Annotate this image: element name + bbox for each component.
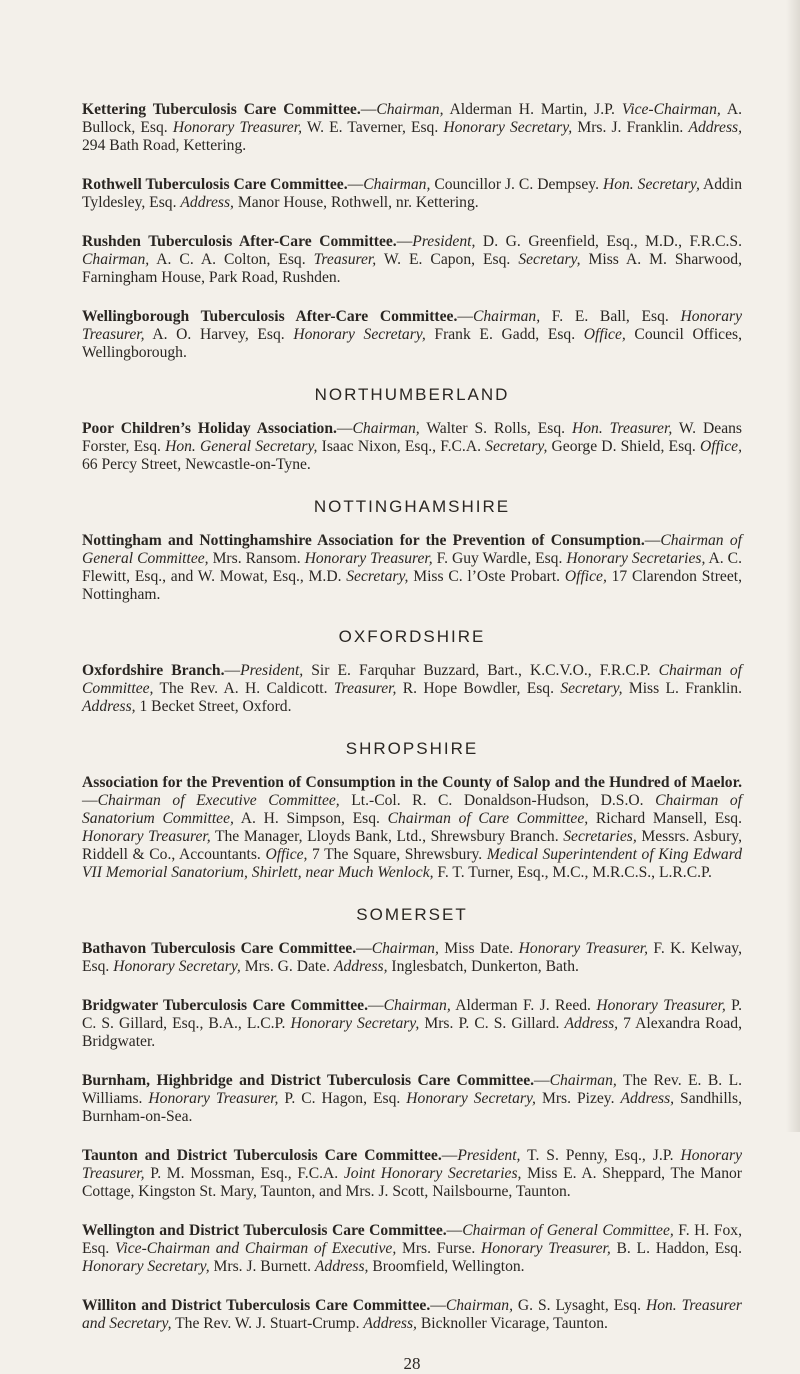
office-title: Chairman, <box>352 420 420 437</box>
entry-text: A. Bullock, Esq. <box>82 101 742 136</box>
entry-text: Mrs. Pizey. <box>535 1090 621 1107</box>
entry-text: P. M. Mossman, Esq., F.C.A. <box>144 1165 344 1182</box>
county-heading: NOTTINGHAMSHIRE <box>313 497 511 516</box>
office-title: Hon. General Secretary, <box>165 438 318 455</box>
committee-name: Association for the Prevention of Consumption in the County of Salop and the Hundred of Maelor. <box>82 774 742 791</box>
entry-text: 7 The Square, Shrewsbury. <box>307 846 487 863</box>
entry-text: Manor House, Rothwell, nr. Kettering. <box>233 194 479 211</box>
entry-text: The Manager, Lloyds Bank, Ltd., Shrewsbury Branch. <box>210 828 564 845</box>
county-heading: NORTHUMBERLAND <box>314 385 510 404</box>
entry-text: — <box>534 1072 550 1089</box>
committee-name: Wellingborough Tuberculosis After-Care Committee. <box>82 308 458 325</box>
entry-text: The Rev. E. B. L. Williams. <box>82 1072 742 1107</box>
entry-text: F. H. Fox, Esq. <box>82 1222 742 1257</box>
office-title: Honorary Secretary, <box>290 1015 420 1032</box>
committee-entry <box>82 662 742 716</box>
committee-name: Williton and District Tuberculosis Care Committee. <box>82 1297 431 1314</box>
entry-text: 7 Alexandra Road, Bridgwater. <box>82 1015 742 1050</box>
office-title: Address, <box>82 698 136 715</box>
entry-text: Mrs. J. Franklin. <box>572 119 689 136</box>
entry-text: Addin Tyldesley, Esq. <box>82 176 742 211</box>
entry-text: Richard Mansell, Esq. <box>588 810 742 827</box>
entry-text: Inglesbatch, Dunkerton, Bath. <box>387 958 579 975</box>
entry-text: W. E. Taverner, Esq. <box>301 119 444 136</box>
office-title: Honorary Treasurer, <box>518 940 649 957</box>
office-title: Honorary Treasurer, <box>304 550 433 567</box>
office-title: Treasurer, <box>333 680 397 697</box>
office-title: Chairman of General Committee, <box>462 1222 674 1239</box>
entry-text: Mrs. P. C. S. Gillard. <box>419 1015 565 1032</box>
committee-name: Taunton and District Tuberculosis Care Committee. <box>82 1147 442 1164</box>
entry-text: T. S. Penny, Esq., J.P. <box>520 1147 681 1164</box>
entry-text: G. S. Lysaght, Esq. <box>512 1297 646 1314</box>
entry-text: — <box>457 308 473 325</box>
committee-name: Oxfordshire Branch. <box>82 662 225 679</box>
entry-text: A. C. A. Colton, Esq. <box>149 251 314 268</box>
entry-text: Mrs. J. Burnett. <box>209 1258 315 1275</box>
office-title: Honorary Treasurer, <box>596 997 726 1014</box>
office-title: Honorary Treasurer, <box>82 1147 743 1182</box>
entry-text: 294 Bath Road, Kettering. <box>82 137 247 154</box>
entry-text: Miss Date. <box>438 940 519 957</box>
committee-name: Bathavon Tuberculosis Care Committee. <box>82 940 357 957</box>
committee-entry <box>82 101 742 155</box>
office-title: Chairman, <box>371 940 439 957</box>
county-heading: OXFORDSHIRE <box>338 627 486 646</box>
entry-text: D. G. Greenfield, Esq., M.D., F.R.C.S. <box>475 233 743 250</box>
entry-text: W. Deans Forster, Esq. <box>82 420 742 455</box>
office-title: President, <box>457 1147 521 1164</box>
entry-text: 1 Becket Street, Oxford. <box>135 698 292 715</box>
office-title: Vice-Chairman, <box>621 101 721 118</box>
office-title: Address, <box>180 194 234 211</box>
office-title: Secretary, <box>518 251 581 268</box>
office-title: Address, <box>363 1315 417 1332</box>
office-title: President, <box>412 233 476 250</box>
entry-text: — <box>82 792 98 809</box>
office-title: Office, <box>700 438 742 455</box>
office-title: Secretary, <box>560 680 623 697</box>
entry-text: F. E. Ball, Esq. <box>540 308 681 325</box>
office-title: Treasurer, <box>313 251 377 268</box>
office-title: Chairman, <box>472 308 541 325</box>
entry-text: W. E. Capon, Esq. <box>376 251 519 268</box>
entry-text: Walter S. Rolls, Esq. <box>419 420 572 437</box>
entry-text: — <box>396 233 413 250</box>
office-title: Chairman of Executive Committee, <box>97 792 340 809</box>
committee-entry <box>82 1222 742 1276</box>
committee-entry <box>82 940 742 976</box>
office-title: Honorary Treasurer, <box>82 308 742 343</box>
committee-name: Rushden Tuberculosis After-Care Committee. <box>82 233 397 250</box>
entry-text: Councillor J. C. Dempsey. <box>430 176 603 193</box>
office-title: Office, <box>564 568 607 585</box>
office-title: Address, <box>333 958 388 975</box>
entry-text: Alderman H. Martin, J.P. <box>443 101 622 118</box>
office-title: Address, <box>314 1258 369 1275</box>
entry-text: Broomfield, Wellington. <box>368 1258 525 1275</box>
committee-entry <box>82 774 742 882</box>
entry-text: Miss E. A. Sheppard, The Manor Cottage, Kingston St. Mary, Taunton, and Mrs. J. Scott, Nailsbourne, Taunton. <box>82 1165 742 1200</box>
committee-entry <box>82 1297 742 1333</box>
entry-text: Sandhills, Burnham-on-Sea. <box>82 1090 742 1125</box>
entry-text: Sir E. Farquhar Buzzard, Bart., K.C.V.O., F.R.C.P. <box>303 662 659 679</box>
office-title: Chairman, <box>376 101 444 118</box>
committee-name: Kettering Tuberculosis Care Committee. <box>82 101 361 118</box>
entry-text: — <box>644 532 661 549</box>
entry-text: — <box>367 997 384 1014</box>
office-title: Office, <box>265 846 308 863</box>
office-title: Chairman of General Committee, <box>82 532 743 567</box>
entry-text: — <box>356 940 372 957</box>
office-title: Chairman, <box>82 251 150 268</box>
entry-text: Miss L. Franklin. <box>622 680 742 697</box>
entry-text: Mrs. G. Date. <box>240 958 334 975</box>
office-title: Honorary Treasurer, <box>82 828 211 845</box>
entry-text: 66 Percy Street, Newcastle-on-Tyne. <box>82 456 311 473</box>
office-title: Joint Honorary Secretaries, <box>343 1165 522 1182</box>
entry-text: A. O. Harvey, Esq. <box>144 326 294 343</box>
office-title: Secretary, <box>346 568 409 585</box>
page-number: 28 <box>403 1354 421 1373</box>
entry-text: Miss C. l’Oste Probart. <box>408 568 565 585</box>
county-heading: SOMERSET <box>356 905 468 924</box>
entry-text: — <box>224 662 241 679</box>
entry-text: B. L. Haddon, Esq. <box>610 1240 742 1257</box>
committee-name: Bridgwater Tuberculosis Care Committee. <box>82 997 368 1014</box>
office-title: Address, <box>564 1015 619 1032</box>
county-heading: SHROPSHIRE <box>345 739 479 758</box>
entry-text: F. T. Turner, Esq., M.C., M.R.C.S., L.R.C.P. <box>433 864 712 881</box>
office-title: Address, <box>688 119 743 136</box>
entry-text: Frank E. Gadd, Esq. <box>425 326 584 343</box>
office-title: Chairman, <box>363 176 431 193</box>
committee-name: Poor Children’s Holiday Association. <box>82 420 337 437</box>
entry-text: Mrs. Furse. <box>396 1240 481 1257</box>
office-title: Medical Superintendent of King Edward VII Memorial Sanatorium, Shirlett, near Much Wenlock, <box>82 846 742 881</box>
office-title: Chairman, <box>383 997 451 1014</box>
committee-entry <box>82 532 742 604</box>
entry-text: George D. Shield, Esq. <box>547 438 700 455</box>
office-title: Address, <box>620 1090 675 1107</box>
committee-name: Wellington and District Tuberculosis Care Committee. <box>82 1222 447 1239</box>
entry-text: F. K. Kelway, Esq. <box>82 940 742 975</box>
office-title: President, <box>240 662 304 679</box>
entry-text: Miss A. M. Sharwood, Farningham House, Park Road, Rushden. <box>82 251 742 286</box>
office-title: Honorary Secretary, <box>443 119 573 136</box>
entry-text: P. C. Hagon, Esq. <box>278 1090 407 1107</box>
entry-text: Messrs. Asbury, Riddell & Co., Accountants. <box>82 828 742 863</box>
entry-text: P. C. S. Gillard, Esq., B.A., L.C.P. <box>82 997 742 1032</box>
entry-text: Bicknoller Vicarage, Taunton. <box>416 1315 608 1332</box>
office-title: Honorary Secretary, <box>113 958 241 975</box>
committee-entry <box>82 420 742 474</box>
committee-name: Burnham, Highbridge and District Tuberculosis Care Committee. <box>82 1072 535 1089</box>
entry-text: Isaac Nixon, Esq., F.C.A. <box>317 438 486 455</box>
office-title: Honorary Secretary, <box>82 1258 210 1275</box>
committee-entry <box>82 997 742 1051</box>
entry-text: A. C. Flewitt, Esq., and W. Mowat, Esq., M.D. <box>82 550 742 585</box>
entry-text: Council Offices, Wellingborough. <box>82 326 742 361</box>
office-title: Honorary Treasurer, <box>172 119 302 136</box>
entry-text: Alderman F. J. Reed. <box>450 997 597 1014</box>
committee-entry <box>82 1147 742 1201</box>
office-title: Vice-Chairman and Chairman of Executive, <box>115 1240 397 1257</box>
office-title: Chairman, <box>549 1072 617 1089</box>
committee-entry <box>82 308 742 362</box>
office-title: Hon. Treasurer and Secretary, <box>82 1297 742 1332</box>
entry-text: The Rev. W. J. Stuart-Crump. <box>171 1315 364 1332</box>
office-title: Honorary Treasurer, <box>148 1090 279 1107</box>
office-title: Hon. Secretary, <box>602 176 700 193</box>
entry-text: The Rev. A. H. Caldicott. <box>153 680 334 697</box>
office-title: Honorary Secretaries, <box>566 550 706 567</box>
office-title: Office, <box>583 326 626 343</box>
committee-entry <box>82 1072 742 1126</box>
committee-entry <box>82 176 742 212</box>
entry-text: A. H. Simpson, Esq. <box>233 810 388 827</box>
office-title: Honorary Secretary, <box>293 326 426 343</box>
entry-text: F. Guy Wardle, Esq. <box>432 550 567 567</box>
office-title: Chairman of Committee, <box>82 662 743 697</box>
entry-text: — <box>446 1222 463 1239</box>
entry-text: — <box>360 101 377 118</box>
committee-entry <box>82 233 742 287</box>
committee-name: Nottingham and Nottinghamshire Association for the Prevention of Consumption. <box>82 532 645 549</box>
entry-text: — <box>347 176 364 193</box>
office-title: Chairman, <box>445 1297 513 1314</box>
office-title: Chairman of Sanatorium Committee, <box>82 792 742 827</box>
office-title: Secretaries, <box>563 828 637 845</box>
entry-text: R. Hope Bowdler, Esq. <box>396 680 561 697</box>
office-title: Honorary Secretary, <box>406 1090 536 1107</box>
office-title: Hon. Treasurer, <box>571 420 673 437</box>
entry-text: — <box>336 420 353 437</box>
entry-text: — <box>441 1147 458 1164</box>
office-title: Chairman of Care Committee, <box>387 810 589 827</box>
page-edge-shading <box>786 0 800 1132</box>
directory-content <box>82 101 742 1333</box>
office-title: Honorary Treasurer, <box>481 1240 611 1257</box>
entry-text: — <box>430 1297 446 1314</box>
office-title: Secretary, <box>485 438 548 455</box>
entry-text: 17 Clarendon Street, Nottingham. <box>82 568 742 603</box>
entry-text: Lt.-Col. R. C. Donaldson-Hudson, D.S.O. <box>339 792 656 809</box>
committee-name: Rothwell Tuberculosis Care Committee. <box>82 176 348 193</box>
entry-text: Mrs. Ransom. <box>208 550 305 567</box>
